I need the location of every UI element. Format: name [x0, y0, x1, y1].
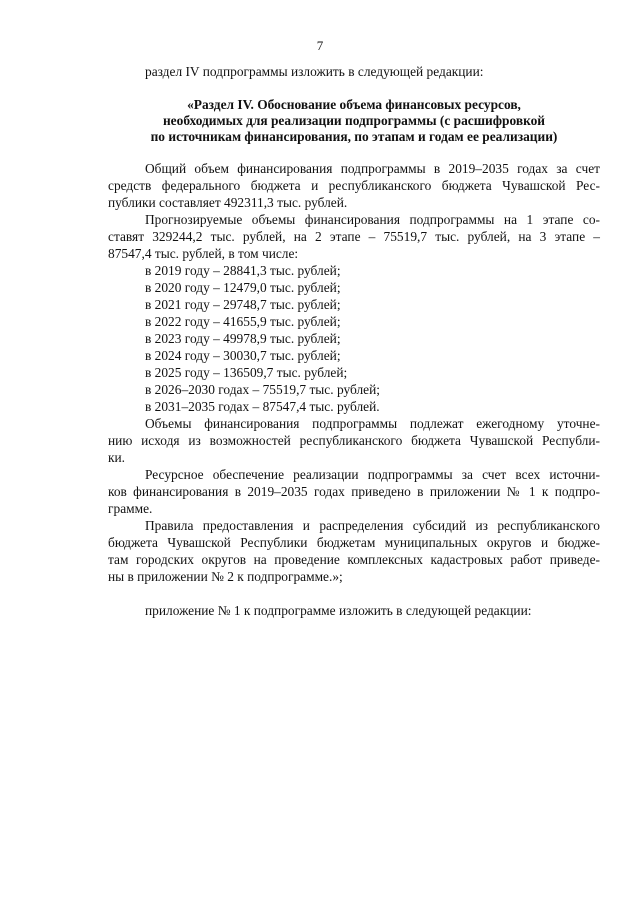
p4-line-1: Ресурсное обеспечение реализации подпрограммы за счет всех источни-	[145, 467, 600, 482]
page-number: 7	[316, 38, 324, 53]
section-title-line-1: «Раздел IV. Обоснование объема финансовых ресурсов,	[187, 97, 521, 112]
p3-line-1: Объемы финансирования подпрограммы подлежат ежегодному уточне-	[145, 416, 600, 431]
closing-line: приложение № 1 к подпрограмме изложить в следующей редакции:	[145, 603, 532, 618]
p2-line-3: 87547,4 тыс. рублей, в том числе:	[108, 246, 299, 261]
year-item: в 2020 году – 12479,0 тыс. рублей;	[145, 280, 341, 295]
year-item: в 2021 году – 29748,7 тыс. рублей;	[145, 297, 341, 312]
year-item: в 2024 году – 30030,7 тыс. рублей;	[145, 348, 341, 363]
p5-line-3: там городских округов на проведение комплексных кадастровых работ приведе-	[108, 552, 600, 567]
p1-line-2: средств федерального бюджета и республиканского бюджета Чувашской Рес-	[108, 178, 600, 193]
p5-line-1: Правила предоставления и распределения субсидий из республиканского	[145, 518, 600, 533]
year-item: в 2019 году – 28841,3 тыс. рублей;	[145, 263, 341, 278]
year-item: в 2031–2035 годах – 87547,4 тыс. рублей.	[145, 399, 380, 414]
p5-line-2: бюджета Чувашской Республики бюджетам муниципальных округов и бюдже-	[108, 535, 600, 550]
year-item: в 2025 году – 136509,7 тыс. рублей;	[145, 365, 348, 380]
p1-line-3: публики составляет 492311,3 тыс. рублей.	[108, 195, 348, 210]
p3-line-3: ки.	[108, 450, 126, 465]
section-title-line-2: необходимых для реализации подпрограммы (с расшифровкой	[162, 113, 546, 128]
p5-line-4: ны в приложении № 2 к подпрограмме.»;	[108, 569, 343, 584]
intro-line: раздел IV подпрограммы изложить в следующей редакции:	[145, 64, 484, 79]
p4-line-3: грамме.	[108, 501, 153, 516]
year-item: в 2023 году – 49978,9 тыс. рублей;	[145, 331, 341, 346]
p2-line-2: ставят 329244,2 тыс. рублей, на 2 этапе – 75519,7 тыс. рублей, на 3 этапе –	[108, 229, 600, 244]
year-item: в 2026–2030 годах – 75519,7 тыс. рублей;	[145, 382, 380, 397]
section-title-line-3: по источникам финансирования, по этапам и годам ее реализации)	[150, 129, 558, 144]
p3-line-2: нию исходя из возможностей республиканского бюджета Чувашской Республи-	[108, 433, 600, 448]
year-item: в 2022 году – 41655,9 тыс. рублей;	[145, 314, 341, 329]
p4-line-2: ков финансирования в 2019–2035 годах приведено в приложении № 1 к подпро-	[108, 484, 600, 499]
p2-line-1: Прогнозируемые объемы финансирования подпрограммы на 1 этапе со-	[145, 212, 600, 227]
p1-line-1: Общий объем финансирования подпрограммы в 2019–2035 годах за счет	[145, 161, 600, 176]
